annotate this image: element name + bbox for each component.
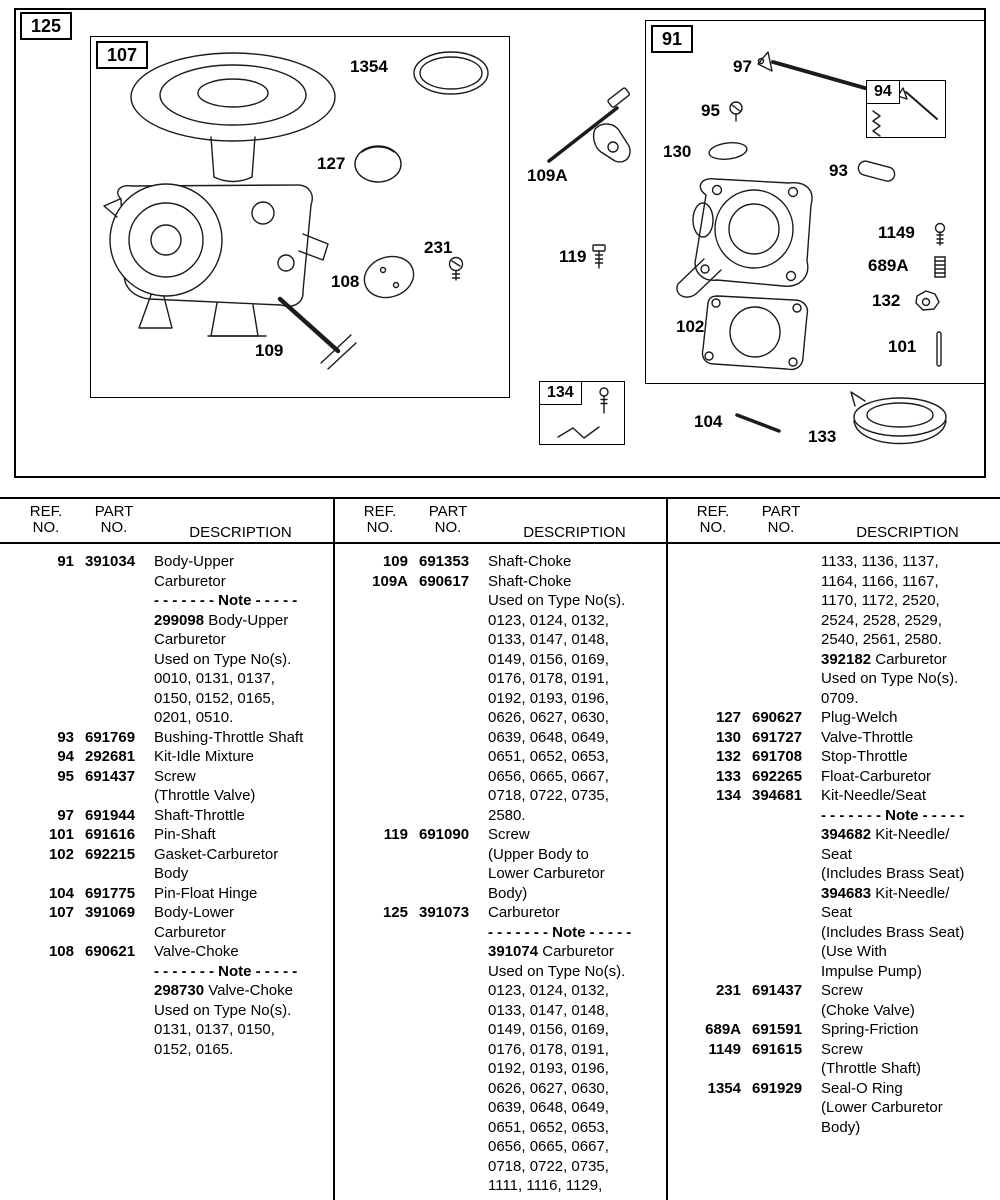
part-row-number: 690627 xyxy=(752,709,803,726)
header-ref-no: REF. NO. xyxy=(29,503,63,536)
part-row xyxy=(685,552,994,708)
header-description: DESCRIPTION xyxy=(189,524,292,541)
part-row-description: Plug-Welch xyxy=(821,709,898,726)
part-row xyxy=(685,708,994,728)
callout-1149: 1149 xyxy=(878,223,915,242)
header-part-no: PART NO. xyxy=(761,503,801,536)
part-row-ref: 119 xyxy=(383,826,408,843)
callout-231: 231 xyxy=(424,238,453,257)
part-row xyxy=(352,572,661,826)
callout-109a: 109A xyxy=(527,166,568,185)
throttle-shaft-97-drawing xyxy=(758,52,879,92)
part-row xyxy=(352,552,661,572)
part-row-ref: 132 xyxy=(715,748,741,765)
screw-119-drawing xyxy=(593,245,605,268)
part-row xyxy=(685,1040,994,1079)
part-row-number: 691775 xyxy=(85,884,136,902)
parts-table xyxy=(0,497,1000,1200)
part-row xyxy=(18,728,327,748)
oring-1354-drawing xyxy=(414,52,488,94)
part-row xyxy=(685,747,994,767)
gasket-102-drawing xyxy=(702,296,807,369)
part-row xyxy=(18,942,327,1059)
part-row xyxy=(352,825,661,903)
part-row-description: Body-Upper Carburetor - - - - - - - Note - - - - - 299098 Body-Upper Carburetor Used on Type No(s). 0010, 0131, 0137, 0150, 0152, 0165, 0201, 0510. xyxy=(154,553,298,726)
part-row-description: Kit-Needle/Seat - - - - - - - Note - - - - - 394682 Kit-Needle/ Seat (Includes Brass Seat) 394683 Kit-Needle/ Seat (Includes Brass Seat) (Use With Impulse Pump) xyxy=(821,787,965,980)
callout-95: 95 xyxy=(701,101,720,120)
part-row xyxy=(352,903,661,1196)
callout-119: 119 xyxy=(559,247,587,266)
part-row-number: 691353 xyxy=(419,553,470,570)
part-row-description: Screw (Upper Body to Lower Carburetor Body) xyxy=(488,826,605,902)
parts-column-3 xyxy=(667,499,1000,1137)
part-row-number: 690617 xyxy=(419,572,470,590)
part-row-description: Bushing-Throttle Shaft xyxy=(154,728,304,746)
part-row xyxy=(18,552,327,728)
callout-108: 108 xyxy=(331,272,360,291)
part-row-ref: 134 xyxy=(715,787,741,804)
pin-101-drawing xyxy=(937,332,941,366)
part-row-ref: 94 xyxy=(57,748,74,765)
part-row-ref: 109A xyxy=(372,572,408,590)
part-row-ref: 104 xyxy=(48,884,74,902)
part-row-description: Kit-Idle Mixture xyxy=(154,748,255,765)
part-row-number: 692215 xyxy=(85,845,136,863)
header-part-no: PART NO. xyxy=(94,503,134,536)
header-ref-no: REF. NO. xyxy=(363,503,397,536)
callout-104: 104 xyxy=(694,412,723,431)
part-row-ref: 1354 xyxy=(707,1079,741,1097)
choke-shaft-109a-drawing xyxy=(549,87,630,162)
lower-carburetor-drawing xyxy=(104,53,335,336)
header-description: DESCRIPTION xyxy=(856,524,959,541)
table-header xyxy=(18,499,327,542)
callout-1354: 1354 xyxy=(350,57,388,76)
part-row-number: 394681 xyxy=(752,787,803,804)
part-row-description: Shaft-Choke Used on Type No(s). 0123, 0124, 0132, 0133, 0147, 0148, 0149, 0156, 0169, 0176, 0178, 0191, 0192, 0193, 0196, 0626, 0627, 0630, 0639, 0648, 0649, 0651, 0652, 0653, 0656, 0665, 0667, 0718, 0722, 0735, 2580. xyxy=(488,572,626,824)
part-row-description: Seal-O Ring (Lower Carburetor Body) xyxy=(821,1079,943,1136)
part-row-ref: 1149 xyxy=(708,1040,741,1058)
part-row-description: Float-Carburetor xyxy=(821,767,932,785)
callout-101: 101 xyxy=(888,337,917,356)
part-row-ref: 108 xyxy=(48,943,74,960)
pin-104-drawing xyxy=(737,415,779,431)
callout-133: 133 xyxy=(808,427,837,446)
part-row-ref: 133 xyxy=(715,767,741,785)
screw-231-drawing xyxy=(450,258,463,281)
part-row-description: Shaft-Choke xyxy=(488,553,572,570)
callout-689a: 689A xyxy=(868,256,909,275)
table-header xyxy=(685,499,994,542)
screw-1149-drawing xyxy=(936,224,945,246)
part-row-number: 691437 xyxy=(752,982,803,999)
part-row-description: Gasket-Carburetor Body xyxy=(154,845,279,882)
part-row-ref: 689A xyxy=(705,1021,741,1038)
part-row-number: 691708 xyxy=(752,748,803,765)
exploded-diagram xyxy=(0,0,1000,492)
part-row-ref: 95 xyxy=(57,767,74,785)
part-row-description: 1133, 1136, 1137, 1164, 1166, 1167, 1170, 1172, 2520, 2524, 2528, 2529, 2540, 2561, 2580. 392182 Carburetor Used on Type No(s). 0709. xyxy=(821,553,959,707)
diagram-line-art xyxy=(0,0,1000,492)
ref-box-125: 125 xyxy=(20,12,72,40)
part-row-description: Pin-Float Hinge xyxy=(154,884,258,902)
part-row-ref: 125 xyxy=(382,904,408,921)
part-row xyxy=(685,981,994,1020)
part-row-description: Carburetor - - - - - - - Note - - - - - 391074 Carburetor Used on Type No(s). 0123, 0124, 0132, 0133, 0147, 0148, 0149, 0156, 0169, 0176, 0178, 0191, 0192, 0193, 0196, 0626, 0627, 0630, 0639, 0648, 0649, 0651, 0652, 0653, 0656, 0665, 0667, 0718, 0722, 0735, 1111, 1116, 1129, xyxy=(488,904,632,1194)
part-row-number: 691944 xyxy=(85,806,136,824)
part-row-ref: 107 xyxy=(48,904,74,921)
part-row-ref: 130 xyxy=(715,728,741,746)
parts-column-1 xyxy=(0,499,333,1059)
part-row-number: 691090 xyxy=(419,826,470,843)
throttle-stop-132-drawing xyxy=(916,291,939,310)
throttle-valve-130-drawing xyxy=(708,141,748,162)
header-part-no: PART NO. xyxy=(428,503,468,536)
welch-plug-127-drawing xyxy=(355,146,401,182)
choke-shaft-109-drawing xyxy=(280,299,356,369)
upper-carburetor-drawing xyxy=(677,179,812,297)
part-row-number: 391073 xyxy=(419,904,470,921)
part-row-ref: 109 xyxy=(382,553,408,570)
part-row xyxy=(685,767,994,787)
part-row-ref: 102 xyxy=(48,845,74,863)
part-row-description: Valve-Choke - - - - - - - Note - - - - - 298730 Valve-Choke Used on Type No(s). 0131, 0137, 0150, 0152, 0165. xyxy=(154,943,298,1058)
part-row-number: 691437 xyxy=(85,767,136,785)
part-row-number: 691769 xyxy=(85,728,136,746)
callout-102: 102 xyxy=(676,317,705,336)
part-row-ref: 101 xyxy=(48,826,74,843)
part-row-number: 691616 xyxy=(85,826,136,843)
part-row-description: Spring-Friction xyxy=(821,1021,919,1038)
part-row-ref: 231 xyxy=(715,982,741,999)
part-row xyxy=(18,884,327,904)
part-row-description: Pin-Shaft xyxy=(154,826,216,843)
part-row xyxy=(18,747,327,767)
part-row xyxy=(685,728,994,748)
part-row-number: 691727 xyxy=(752,728,803,746)
header-description: DESCRIPTION xyxy=(523,524,626,541)
ref-box-94: 94 xyxy=(866,80,900,104)
callout-109: 109 xyxy=(255,341,284,360)
part-row-description: Stop-Throttle xyxy=(821,748,908,765)
spring-689a-drawing xyxy=(935,257,945,277)
part-row xyxy=(18,825,327,845)
part-row xyxy=(685,786,994,981)
part-row-number: 292681 xyxy=(85,748,136,765)
part-row xyxy=(18,845,327,884)
part-row-number: 691615 xyxy=(752,1040,803,1058)
callout-93: 93 xyxy=(829,161,848,180)
part-row-ref xyxy=(685,552,741,708)
part-row xyxy=(18,806,327,826)
part-row-ref: 93 xyxy=(57,728,74,746)
part-row xyxy=(18,903,327,942)
ref-box-134: 134 xyxy=(539,381,582,405)
table-header xyxy=(352,499,661,542)
part-row xyxy=(685,1079,994,1138)
part-row xyxy=(18,767,327,806)
pin-93-drawing xyxy=(857,160,896,183)
part-row-description: Shaft-Throttle xyxy=(154,806,245,824)
part-row-number: 690621 xyxy=(85,943,136,960)
part-row-description: Screw (Throttle Valve) xyxy=(154,767,256,804)
ref-box-91: 91 xyxy=(651,25,693,53)
part-row-description: Valve-Throttle xyxy=(821,728,914,746)
part-row-description: Screw (Choke Valve) xyxy=(821,982,915,1019)
part-row-ref: 91 xyxy=(57,553,74,570)
part-row-number: 691591 xyxy=(752,1021,803,1038)
part-row-description: Screw (Throttle Shaft) xyxy=(821,1040,922,1077)
part-row-number: 391034 xyxy=(85,553,136,570)
callout-132: 132 xyxy=(872,291,901,310)
part-row xyxy=(685,1020,994,1040)
screw-95-drawing xyxy=(730,102,742,121)
choke-valve-108-drawing xyxy=(359,250,419,303)
part-row-number: 692265 xyxy=(752,767,803,785)
part-row-number xyxy=(752,552,810,708)
part-row-ref: 127 xyxy=(715,709,741,726)
callout-97: 97 xyxy=(733,57,752,76)
callout-130: 130 xyxy=(663,142,692,161)
part-row-ref: 97 xyxy=(57,806,74,824)
callout-127: 127 xyxy=(317,154,346,173)
part-row-number: 391069 xyxy=(85,904,136,921)
float-133-drawing xyxy=(851,392,946,444)
header-ref-no: REF. NO. xyxy=(696,503,730,536)
part-row-number: 691929 xyxy=(752,1079,803,1097)
ref-box-107: 107 xyxy=(96,41,148,69)
parts-column-2 xyxy=(334,499,667,1196)
part-row-description: Body-Lower Carburetor xyxy=(154,904,235,941)
